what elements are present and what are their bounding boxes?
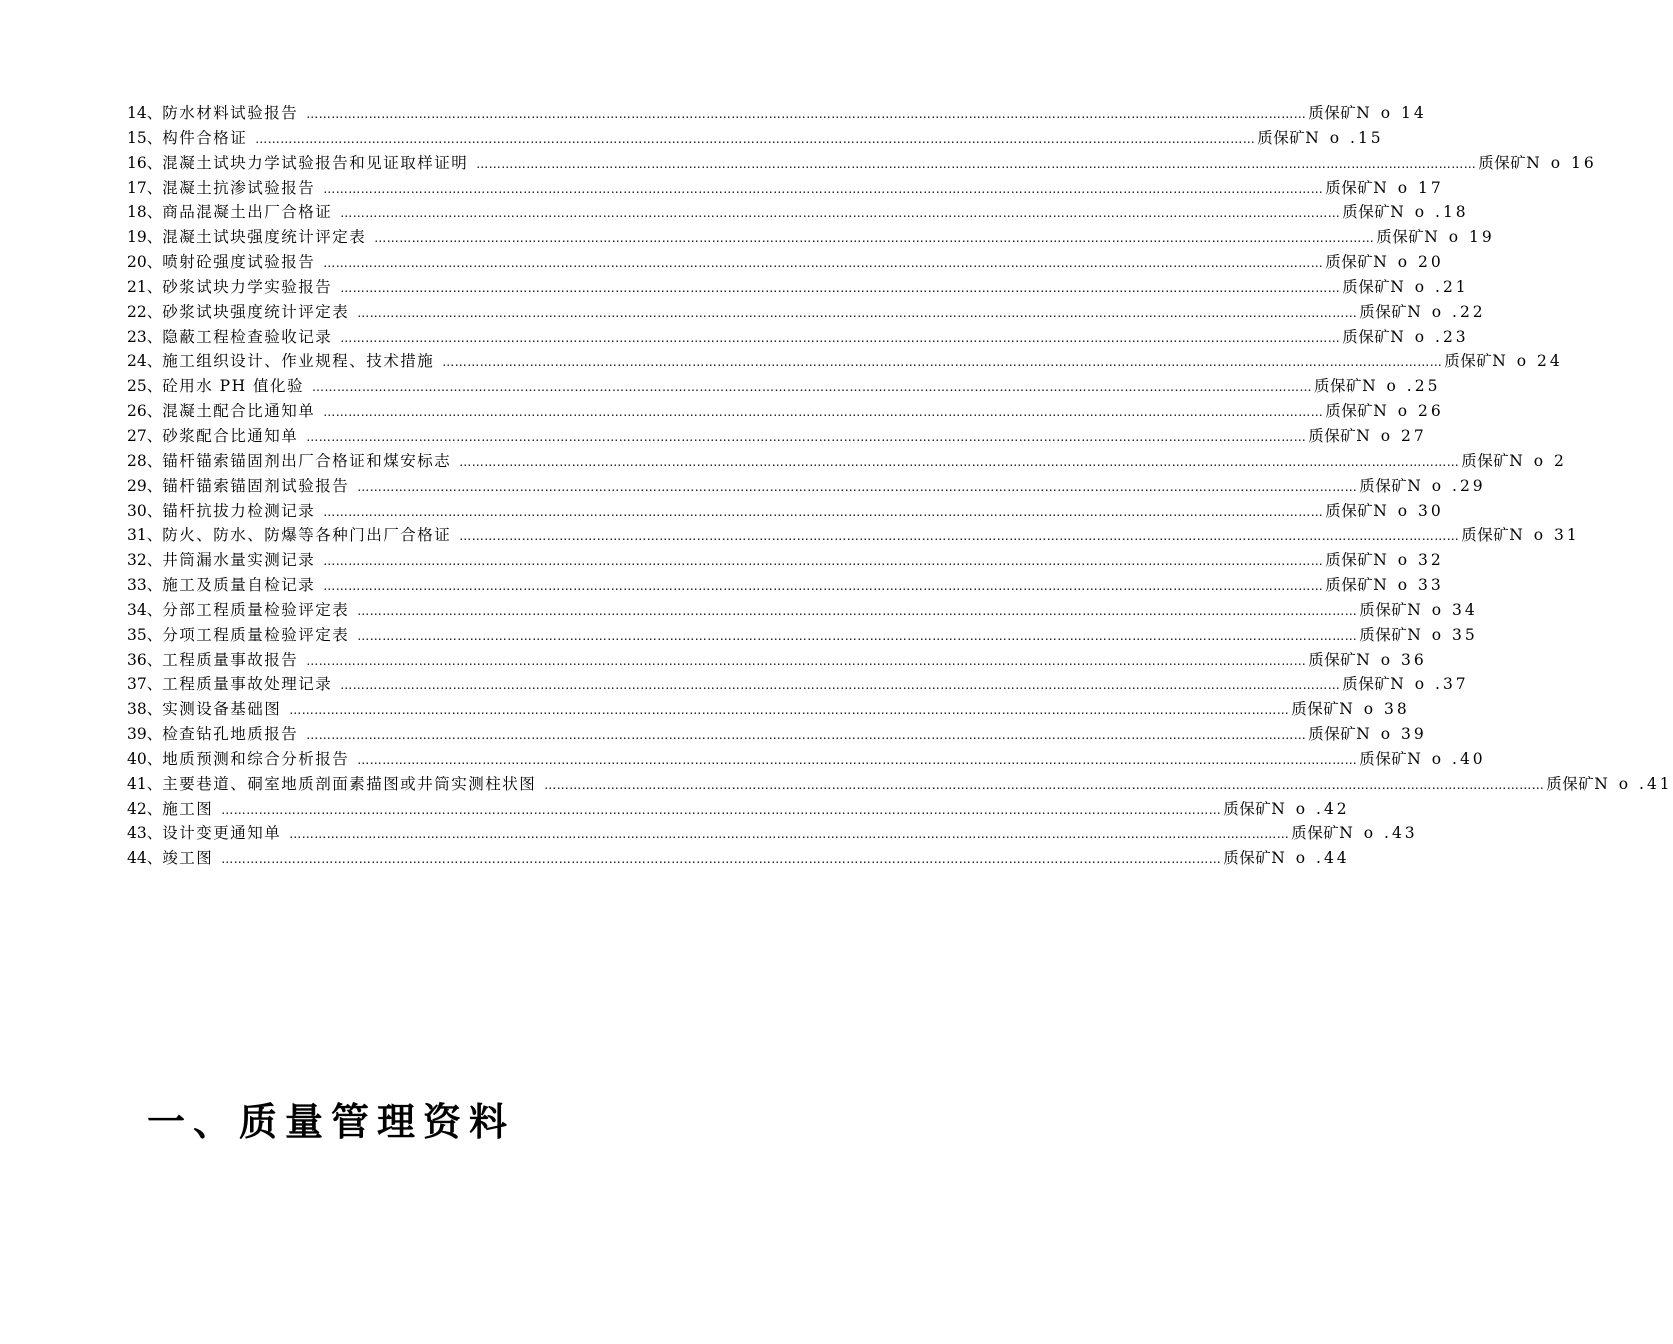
toc-dot-leader: ……………………………………………………………………………………………………………………………………………………………………………………………………………………	[289, 703, 1290, 718]
toc-entry-code-prefix: 质保矿	[1342, 203, 1391, 222]
toc-entry-title: 施工图	[162, 799, 214, 818]
toc-dot-leader: ……………………………………………………………………………………………………………………………………………………………………………………………………………………	[323, 579, 1324, 594]
toc-dot-leader: ……………………………………………………………………………………………………………………………………………………………………………………………………………………	[323, 504, 1324, 519]
toc-entry-number: 30、	[127, 501, 163, 520]
toc-entry-code-number: N o 38	[1339, 700, 1410, 719]
toc-entry-title: 施工及质量自检记录	[162, 576, 316, 595]
toc-entry-code-number: N o .41	[1594, 774, 1673, 793]
toc-dot-leader: ……………………………………………………………………………………………………………………………………………………………………………………………………………………	[255, 131, 1256, 146]
toc-entry-code-number: N o 34	[1407, 600, 1478, 619]
toc-entry-code-prefix: 质保矿	[1325, 576, 1374, 595]
toc-entry-code-prefix: 质保矿	[1308, 725, 1357, 744]
toc-entry-code	[1461, 523, 1580, 548]
toc-entry-code-number: N o 14	[1356, 104, 1427, 122]
toc-entry	[127, 399, 1444, 424]
toc-entry-code	[1478, 151, 1597, 176]
toc-dot-leader: ……………………………………………………………………………………………………………………………………………………………………………………………………………………	[306, 728, 1307, 743]
toc-entry	[127, 325, 1469, 350]
table-of-contents	[127, 101, 1673, 871]
toc-dot-leader: ……………………………………………………………………………………………………………………………………………………………………………………………………………………	[323, 181, 1324, 196]
toc-entry	[127, 846, 1350, 871]
toc-entry-code	[1325, 176, 1444, 201]
toc-entry-title: 检查钻孔地质报告	[162, 725, 299, 744]
toc-entry	[127, 151, 1597, 176]
toc-entry-code-prefix: 质保矿	[1325, 551, 1374, 570]
toc-dot-leader: ……………………………………………………………………………………………………………………………………………………………………………………………………………………	[221, 852, 1222, 867]
toc-entry-code-prefix: 质保矿	[1308, 104, 1357, 122]
toc-entry-number: 32、	[127, 551, 163, 570]
toc-entry-code	[1291, 697, 1410, 722]
toc-entry-code-number: N o 20	[1373, 253, 1444, 272]
toc-entry-code-prefix: 质保矿	[1308, 650, 1357, 669]
toc-entry	[127, 126, 1384, 151]
toc-dot-leader: ……………………………………………………………………………………………………………………………………………………………………………………………………………………	[357, 603, 1358, 618]
toc-entry-title: 砂浆试块强度统计评定表	[162, 302, 350, 321]
toc-entry-code-number: N o .21	[1390, 277, 1469, 296]
toc-entry	[127, 300, 1486, 325]
toc-entry	[127, 275, 1469, 300]
toc-entry-code	[1325, 548, 1444, 573]
toc-entry-title: 实测设备基础图	[162, 700, 282, 719]
toc-entry-code-prefix: 质保矿	[1325, 178, 1374, 197]
toc-entry-number: 42、	[127, 799, 163, 818]
toc-entry-number: 34、	[127, 600, 163, 619]
toc-entry-code-prefix: 质保矿	[1325, 402, 1374, 421]
toc-entry-number: 16、	[127, 153, 163, 172]
toc-dot-leader: ……………………………………………………………………………………………………………………………………………………………………………………………………………………	[340, 280, 1341, 295]
toc-entry	[127, 623, 1478, 648]
toc-entry	[127, 374, 1441, 399]
toc-entry-code-number: N o .22	[1407, 302, 1486, 321]
toc-entry-title: 砂浆配合比通知单	[162, 426, 299, 445]
toc-entry-code	[1325, 250, 1444, 275]
toc-entry-number: 18、	[127, 203, 163, 222]
toc-entry	[127, 474, 1486, 499]
toc-dot-leader: ……………………………………………………………………………………………………………………………………………………………………………………………………………………	[306, 429, 1307, 444]
toc-entry-number: 19、	[127, 228, 163, 247]
toc-entry-number: 29、	[127, 476, 163, 495]
toc-dot-leader: ……………………………………………………………………………………………………………………………………………………………………………………………………………………	[374, 231, 1375, 246]
toc-entry-code	[1342, 275, 1468, 300]
toc-entry-title: 防水材料试验报告	[162, 104, 299, 122]
section-heading: 一、质量管理资料	[147, 1099, 516, 1144]
toc-entry-title: 混凝土抗渗试验报告	[162, 178, 316, 197]
toc-entry-code-prefix: 质保矿	[1461, 526, 1510, 545]
toc-entry-code-prefix: 质保矿	[1342, 675, 1391, 694]
toc-entry-number: 36、	[127, 650, 163, 669]
toc-entry-code-prefix: 质保矿	[1478, 153, 1527, 172]
toc-dot-leader: ……………………………………………………………………………………………………………………………………………………………………………………………………………………	[340, 206, 1341, 221]
toc-entry-number: 39、	[127, 725, 163, 744]
toc-entry-title: 竣工图	[162, 849, 214, 868]
toc-entry-number: 17、	[127, 178, 163, 197]
toc-entry-title: 隐蔽工程检查验收记录	[162, 327, 333, 346]
toc-entry-title: 混凝土试块力学试验报告和见证取样证明	[162, 153, 469, 172]
toc-entry-title: 防火、防水、防爆等各种门出厂合格证	[162, 526, 452, 545]
toc-entry-number: 38、	[127, 700, 163, 719]
toc-entry-code-prefix: 质保矿	[1359, 625, 1408, 644]
toc-dot-leader: ……………………………………………………………………………………………………………………………………………………………………………………………………………………	[340, 330, 1341, 345]
toc-entry-code-number: N o .42	[1271, 799, 1350, 818]
toc-entry	[127, 548, 1444, 573]
toc-entry-number: 33、	[127, 576, 163, 595]
toc-entry-title: 商品混凝土出厂合格证	[162, 203, 333, 222]
toc-entry-code	[1308, 648, 1427, 673]
toc-entry-code-prefix: 质保矿	[1359, 749, 1408, 768]
toc-entry-code-prefix: 质保矿	[1291, 700, 1340, 719]
toc-entry	[127, 449, 1567, 474]
toc-entry	[127, 499, 1444, 524]
toc-entry-number: 20、	[127, 253, 163, 272]
toc-dot-leader: ……………………………………………………………………………………………………………………………………………………………………………………………………………………	[323, 554, 1324, 569]
toc-entry	[127, 772, 1673, 797]
toc-entry-number: 25、	[127, 377, 163, 396]
toc-entry	[127, 722, 1427, 747]
toc-entry-code	[1308, 101, 1427, 126]
toc-entry-code-number: N o 32	[1373, 551, 1444, 570]
toc-entry-title: 主要巷道、硐室地质剖面素描图或井筒实测柱状图	[162, 774, 537, 793]
toc-entry-title: 锚杆锚索锚固剂试验报告	[162, 476, 350, 495]
toc-entry	[127, 573, 1444, 598]
toc-dot-leader: ……………………………………………………………………………………………………………………………………………………………………………………………………………………	[340, 678, 1341, 693]
toc-dot-leader: ……………………………………………………………………………………………………………………………………………………………………………………………………………………	[357, 479, 1358, 494]
toc-dot-leader: ……………………………………………………………………………………………………………………………………………………………………………………………………………………	[312, 380, 1313, 395]
toc-entry	[127, 424, 1427, 449]
toc-entry-code-number: N o .37	[1390, 675, 1469, 694]
toc-entry-code	[1325, 399, 1444, 424]
toc-entry-code-prefix: 质保矿	[1291, 824, 1340, 843]
toc-entry-code	[1359, 598, 1478, 623]
toc-entry	[127, 821, 1418, 846]
toc-entry-code-number: N o .23	[1390, 327, 1469, 346]
toc-entry-title: 锚杆锚索锚固剂出厂合格证和煤安标志	[162, 451, 452, 470]
toc-dot-leader: ……………………………………………………………………………………………………………………………………………………………………………………………………………………	[306, 653, 1307, 668]
toc-entry-code-number: N o 24	[1492, 352, 1563, 371]
toc-entry-code	[1257, 126, 1383, 151]
toc-entry-code-prefix: 质保矿	[1546, 774, 1595, 793]
toc-entry-number: 23、	[127, 327, 163, 346]
toc-entry	[127, 523, 1580, 548]
toc-entry-code-number: N o .44	[1271, 849, 1350, 868]
toc-dot-leader: ……………………………………………………………………………………………………………………………………………………………………………………………………………………	[221, 802, 1222, 817]
toc-entry	[127, 598, 1478, 623]
toc-entry	[127, 697, 1410, 722]
toc-entry-title: 混凝土试块强度统计评定表	[162, 228, 367, 247]
toc-entry-title: 分部工程质量检验评定表	[162, 600, 350, 619]
toc-entry-code	[1223, 846, 1349, 871]
toc-entry-number: 22、	[127, 302, 163, 321]
toc-entry-number: 41、	[127, 774, 163, 793]
toc-dot-leader: ……………………………………………………………………………………………………………………………………………………………………………………………………………………	[357, 752, 1358, 767]
toc-entry-code-number: N o .15	[1305, 128, 1384, 147]
toc-entry-number: 40、	[127, 749, 163, 768]
toc-entry-number: 31、	[127, 526, 163, 545]
toc-entry-code-number: N o 39	[1356, 725, 1427, 744]
toc-entry-code-prefix: 质保矿	[1314, 377, 1363, 396]
toc-entry	[127, 225, 1495, 250]
toc-entry-number: 15、	[127, 128, 163, 147]
toc-entry-code	[1359, 747, 1485, 772]
toc-entry-code	[1376, 225, 1495, 250]
toc-entry-code	[1325, 573, 1444, 598]
toc-entry-number: 14、	[127, 104, 163, 122]
toc-entry-number: 27、	[127, 426, 163, 445]
toc-entry-code-prefix: 质保矿	[1461, 451, 1510, 470]
toc-entry-number: 37、	[127, 675, 163, 694]
toc-entry-title: 砼用水 PH 值化验	[162, 377, 305, 396]
toc-entry-number: 44、	[127, 849, 163, 868]
toc-entry-code-prefix: 质保矿	[1444, 352, 1493, 371]
toc-entry-title: 锚杆抗拔力检测记录	[162, 501, 316, 520]
toc-entry-code-prefix: 质保矿	[1223, 799, 1272, 818]
toc-entry-code-number: N o .25	[1362, 377, 1441, 396]
toc-entry-code-prefix: 质保矿	[1342, 327, 1391, 346]
toc-entry-code	[1308, 424, 1427, 449]
toc-entry-title: 分项工程质量检验评定表	[162, 625, 350, 644]
toc-entry-number: 21、	[127, 277, 163, 296]
toc-entry-title: 喷射砼强度试验报告	[162, 253, 316, 272]
toc-entry-code-prefix: 质保矿	[1359, 476, 1408, 495]
toc-entry-code-number: N o 31	[1509, 526, 1580, 545]
toc-entry-code-prefix: 质保矿	[1325, 501, 1374, 520]
toc-entry-code-number: N o 30	[1373, 501, 1444, 520]
toc-entry-code-number: N o 35	[1407, 625, 1478, 644]
toc-entry-code-number: N o 33	[1373, 576, 1444, 595]
toc-dot-leader: ……………………………………………………………………………………………………………………………………………………………………………………………………………………	[442, 355, 1443, 370]
toc-dot-leader: ……………………………………………………………………………………………………………………………………………………………………………………………………………………	[306, 107, 1307, 121]
toc-entry-title: 地质预测和综合分析报告	[162, 749, 350, 768]
toc-entry	[127, 648, 1427, 673]
toc-entry-code-prefix: 质保矿	[1376, 228, 1425, 247]
toc-entry	[127, 672, 1469, 697]
toc-entry-code-number: N o .40	[1407, 749, 1486, 768]
toc-entry-code	[1291, 821, 1417, 846]
toc-entry	[127, 797, 1350, 822]
toc-dot-leader: ……………………………………………………………………………………………………………………………………………………………………………………………………………………	[459, 454, 1460, 469]
toc-entry-code-number: N o 26	[1373, 402, 1444, 421]
toc-entry-code-prefix: 质保矿	[1359, 600, 1408, 619]
toc-entry-code	[1325, 499, 1444, 524]
toc-entry-code-number: N o 2	[1509, 451, 1567, 470]
toc-entry-title: 砂浆试块力学实验报告	[162, 277, 333, 296]
toc-entry-code-number: N o 36	[1356, 650, 1427, 669]
toc-entry-number: 24、	[127, 352, 163, 371]
toc-entry-code-number: N o 19	[1424, 228, 1495, 247]
toc-entry-code-prefix: 质保矿	[1257, 128, 1306, 147]
toc-entry-code	[1461, 449, 1567, 474]
toc-entry-code	[1342, 325, 1468, 350]
toc-entry-title: 工程质量事故报告	[162, 650, 299, 669]
toc-entry-code-prefix: 质保矿	[1308, 426, 1357, 445]
toc-entry-code-prefix: 质保矿	[1223, 849, 1272, 868]
toc-dot-leader: ……………………………………………………………………………………………………………………………………………………………………………………………………………………	[544, 777, 1545, 792]
toc-entry	[127, 747, 1486, 772]
toc-entry-code-number: N o .29	[1407, 476, 1486, 495]
toc-entry-code	[1308, 722, 1427, 747]
toc-entry-number: 35、	[127, 625, 163, 644]
toc-entry-code	[1359, 623, 1478, 648]
toc-entry-code-prefix: 质保矿	[1359, 302, 1408, 321]
toc-entry-code	[1342, 672, 1468, 697]
toc-entry-code-prefix: 质保矿	[1342, 277, 1391, 296]
toc-entry	[127, 200, 1469, 225]
toc-entry-title: 工程质量事故处理记录	[162, 675, 333, 694]
toc-entry-title: 井筒漏水量实测记录	[162, 551, 316, 570]
toc-entry	[127, 250, 1444, 275]
toc-entry-code	[1444, 349, 1563, 374]
toc-entry-code-number: N o 17	[1373, 178, 1444, 197]
toc-entry-code	[1359, 300, 1485, 325]
toc-entry-code	[1314, 374, 1440, 399]
toc-entry-code	[1342, 200, 1468, 225]
toc-dot-leader: ……………………………………………………………………………………………………………………………………………………………………………………………………………………	[357, 628, 1358, 643]
toc-entry-code	[1359, 474, 1485, 499]
toc-entry	[127, 349, 1563, 374]
toc-entry-title: 混凝土配合比通知单	[162, 402, 316, 421]
toc-dot-leader: ……………………………………………………………………………………………………………………………………………………………………………………………………………………	[323, 256, 1324, 271]
toc-dot-leader: ……………………………………………………………………………………………………………………………………………………………………………………………………………………	[357, 305, 1358, 320]
toc-entry-title: 施工组织设计、作业规程、技术措施	[162, 352, 435, 371]
toc-dot-leader: ……………………………………………………………………………………………………………………………………………………………………………………………………………………	[476, 156, 1477, 171]
toc-entry-code-prefix: 质保矿	[1325, 253, 1374, 272]
toc-entry-title: 设计变更通知单	[162, 824, 282, 843]
toc-entry-number: 28、	[127, 451, 163, 470]
toc-entry-number: 26、	[127, 402, 163, 421]
toc-entry-code-number: N o .43	[1339, 824, 1418, 843]
toc-entry-code-number: N o 27	[1356, 426, 1427, 445]
toc-dot-leader: ……………………………………………………………………………………………………………………………………………………………………………………………………………………	[459, 529, 1460, 544]
toc-entry	[127, 176, 1444, 201]
toc-dot-leader: ……………………………………………………………………………………………………………………………………………………………………………………………………………………	[289, 827, 1290, 842]
toc-entry-code	[1223, 797, 1349, 822]
toc-entry-number: 43、	[127, 824, 163, 843]
toc-entry-code	[1546, 772, 1672, 797]
toc-dot-leader: ……………………………………………………………………………………………………………………………………………………………………………………………………………………	[323, 405, 1324, 420]
toc-entry-code-number: N o 16	[1526, 153, 1597, 172]
toc-entry-title: 构件合格证	[162, 128, 248, 147]
toc-entry	[127, 101, 1427, 126]
toc-entry-code-number: N o .18	[1390, 203, 1469, 222]
